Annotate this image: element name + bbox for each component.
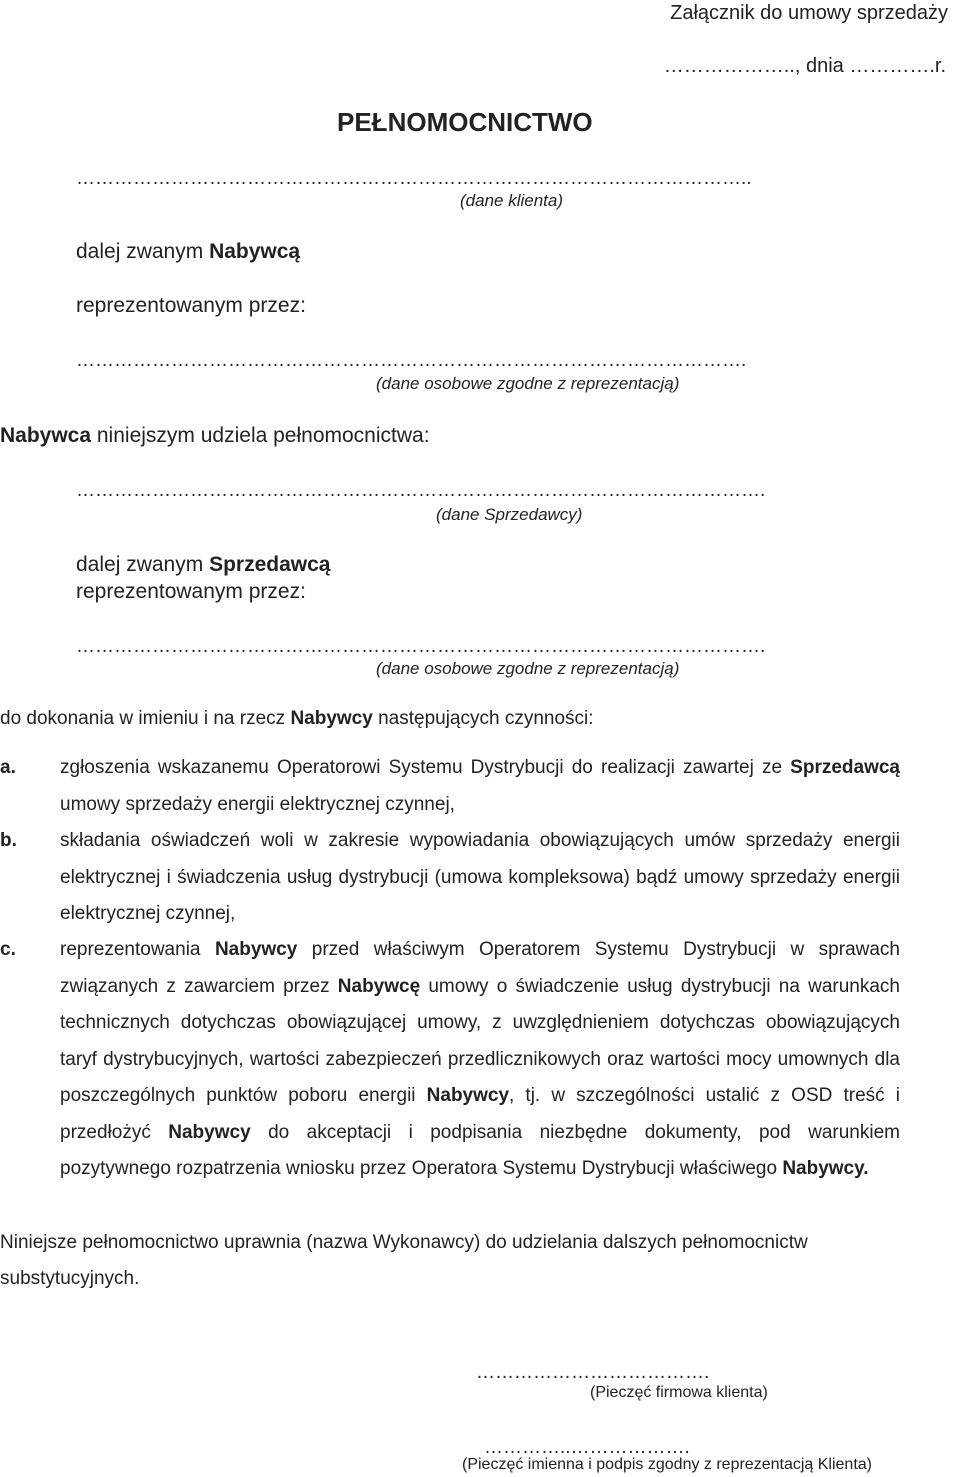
grant-bold: Nabywca xyxy=(0,424,92,447)
seller-represented-by: reprezentowanym przez: xyxy=(76,580,306,603)
company-stamp-field[interactable]: ………………………………. xyxy=(476,1362,710,1383)
scope-bold: Nabywcy xyxy=(290,708,373,729)
company-stamp-caption: (Pieczęć firmowa klienta) xyxy=(590,1384,768,1401)
item-c-bold-1: Nabywcy xyxy=(214,939,298,960)
list-marker-a: a. xyxy=(0,757,16,778)
place-date-line: ……………….., dnia ………….r. xyxy=(663,55,946,77)
item-c-text-4: , tj. w szczególności ustalić z OSD treść i przedłożyć xyxy=(60,1085,900,1143)
signature-caption: (Pieczęć imienna i podpis zgodny z reprezentacją Klienta) xyxy=(462,1456,872,1473)
item-c-bold-4: Nabywcy xyxy=(168,1121,251,1143)
buyer-representative-caption: (dane osobowe zgodne z reprezentacją) xyxy=(376,374,680,393)
seller-representative-caption: (dane osobowe zgodne z reprezentacją) xyxy=(376,659,680,678)
client-data-caption: (dane klienta) xyxy=(460,191,564,210)
seller-data-caption: (dane Sprzedawcy) xyxy=(436,505,583,524)
buyer-label xyxy=(76,240,300,264)
item-c-text-2: przed właściwym Operatorem Systemu Dystrybucji w sprawach związanych z zawarciem przez xyxy=(60,939,900,997)
signature-field[interactable]: …………..………………. xyxy=(484,1437,690,1458)
grant-text: niniejszym udziela pełnomocnictwa: xyxy=(91,424,430,447)
item-a-bold-1: Sprzedawcą xyxy=(790,757,900,778)
item-c-bold-3: Nabywcy xyxy=(426,1085,510,1106)
item-a-text-1: zgłoszenia wskazanemu Operatorowi Systemu Dystrybucji do realizacji zawartej ze xyxy=(60,757,791,778)
item-c-text-1: reprezentowania xyxy=(60,939,215,960)
seller-label-prefix: dalej zwanym xyxy=(76,553,210,576)
list-item-c-text xyxy=(60,932,900,1188)
buyer-represented-by: reprezentowanym przez: xyxy=(76,294,306,317)
buyer-representative-field[interactable]: ……………………………………………………………………………………………. xyxy=(76,350,747,371)
seller-label xyxy=(76,553,330,577)
list-marker-b: b. xyxy=(0,830,17,851)
list-item-b-text: składania oświadczeń woli w zakresie wypowiadania obowiązujących umów sprzedaży energii elektrycznej i świadczenia usług dystrybucji (umowa kompleksowa) bądź umowy sprzedaży energii elektrycznej czynnej, xyxy=(60,830,900,924)
seller-label-bold: Sprzedawcą xyxy=(209,553,331,576)
list-item-a-text xyxy=(60,750,900,823)
scope-suffix: następujących czynności: xyxy=(372,708,594,729)
item-c-bold-2: Nabywcę xyxy=(337,975,421,997)
list-marker-c: c. xyxy=(0,939,16,960)
attachment-note: Załącznik do umowy sprzedaży xyxy=(670,2,948,24)
grant-statement xyxy=(0,424,430,448)
buyer-label-prefix: dalej zwanym xyxy=(76,240,210,263)
document-title: PEŁNOMOCNICTWO xyxy=(337,107,593,137)
scope-statement xyxy=(0,708,594,730)
item-c-text-3: umowy o świadczenie usług dystrybucji na warunkach technicznych dotychczas obowiązującej umowy, z uwzględnieniem dotychczas obowiązujących taryf dystrybucyjnych, wartości zabezpieczeń przedlicznikowych oraz wartości mocy umownych dla poszczególnych punktów poboru energii xyxy=(60,975,900,1106)
seller-representative-field[interactable]: ………………………………………………………………………………………………. xyxy=(76,636,766,657)
buyer-label-bold: Nabywcą xyxy=(209,240,301,263)
item-c-text-5: do akceptacji i podpisania niezbędne dokumenty, pod warunkiem pozytywnego rozpatrzenia wniosku przez Operatora Systemu Dystrybucji właściwego xyxy=(60,1121,900,1179)
closing-paragraph: Niniejsze pełnomocnictwo uprawnia (nazwa Wykonawcy) do udzielania dalszych pełnomocnictw substytucyjnych. xyxy=(0,1232,808,1289)
client-data-field[interactable]: …………………………………………………………………………………………….. xyxy=(76,168,752,189)
item-c-bold-5: Nabywcy. xyxy=(782,1158,869,1179)
scope-prefix: do dokonania w imieniu i na rzecz xyxy=(0,708,291,729)
item-a-text-2: umowy sprzedaży energii elektrycznej czynnej, xyxy=(60,793,455,815)
seller-data-field[interactable]: ………………………………………………………………………………………………. xyxy=(76,480,766,501)
